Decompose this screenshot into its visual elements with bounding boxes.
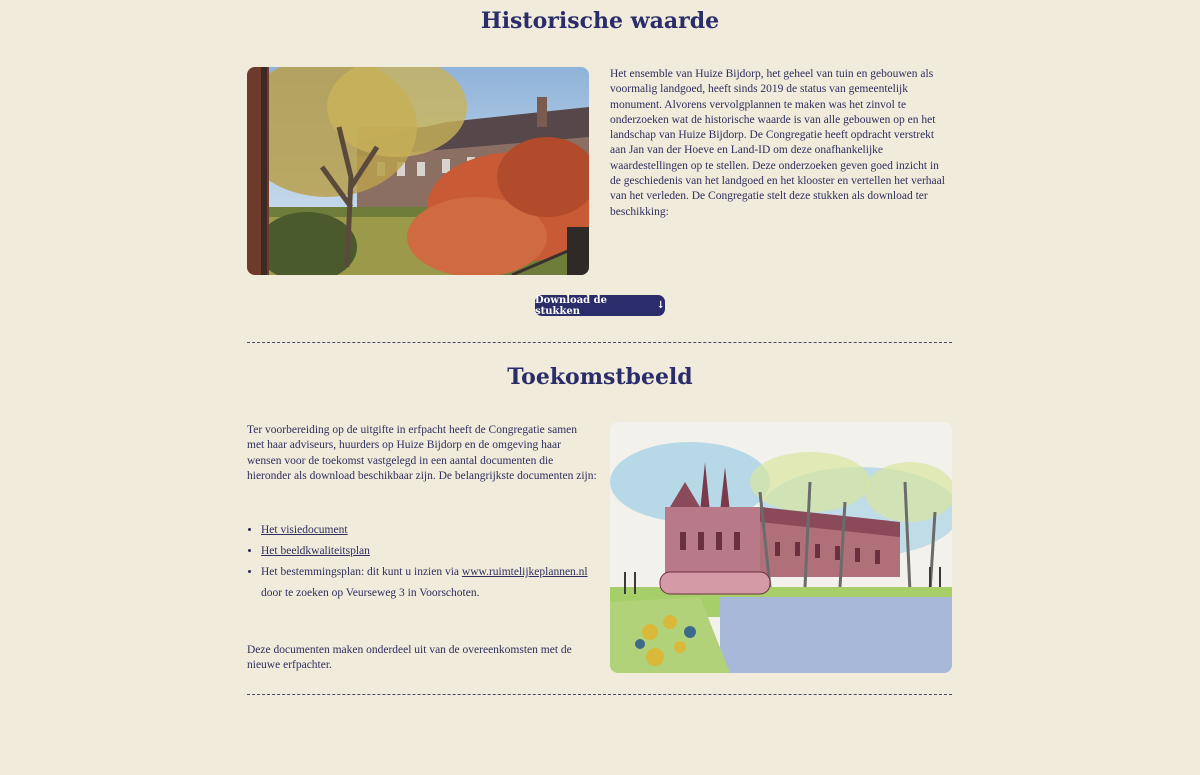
list-item (261, 541, 611, 562)
document-list (247, 520, 611, 604)
historische-waarde-text: Het ensemble van Huize Bijdorp, het geheel van tuin en gebouwen als voormalig landgoed, heeft sinds 2019 de status van gemeentelijk monument. Alvorens vervolgplannen te maken was het zinvol te onderzoeken wat de historische waarde is van alle gebouwen op en het landschap van Huize Bijdorp. De Congregatie heeft opdracht verstrekt aan Jan van der Hoeve en Land-ID om deze onafhankelijke waardestellingen op te stellen. Deze onderzoeken geven goed inzicht in de geschiedenis van het landgoed en het klooster en vertellen het verhaal van het verleden. De Congregatie stelt deze stukken als download ter beschikking: (610, 68, 945, 218)
sketch-illustration (610, 422, 952, 673)
download-button-label: Download de stukken (535, 294, 607, 317)
download-button[interactable] (535, 295, 665, 316)
toekomstbeeld-outro: Deze documenten maken onderdeel uit van de overeenkomsten met de nieuwe erfpachter. (247, 644, 572, 672)
list-item (261, 520, 611, 541)
garden-photo (247, 67, 589, 275)
ruimtelijkeplannen-link[interactable]: www.ruimtelijkeplannen.nl (461, 566, 588, 578)
section-title-historische-waarde: Historische waarde (480, 8, 720, 34)
beeldkwaliteitsplan-link[interactable]: Het beeldkwaliteitsplan (261, 545, 370, 557)
section-divider (247, 694, 952, 695)
arrow-down-icon: ↓ (656, 300, 665, 311)
toekomstbeeld-intro: Ter voorbereiding op de uitgifte in erfpacht heeft de Congregatie samen met haar adviseurs, huurders op Huize Bijdorp en de omgeving haar wensen voor de toekomst vastgelegd in een aantal documenten die hieronder als download beschikbaar zijn. De belangrijkste documenten zijn: (247, 424, 597, 482)
visiedocument-link[interactable]: Het visiedocument (261, 524, 348, 536)
section-divider (247, 342, 952, 343)
section-title-toekomstbeeld: Toekomstbeeld (507, 364, 693, 390)
list-item (261, 562, 611, 604)
bestemmingsplan-prefix: Het bestemmingsplan: dit kunt u inzien via (261, 566, 460, 578)
bestemmingsplan-suffix: door te zoeken op Veurseweg 3 in Voorschoten. (261, 587, 480, 599)
